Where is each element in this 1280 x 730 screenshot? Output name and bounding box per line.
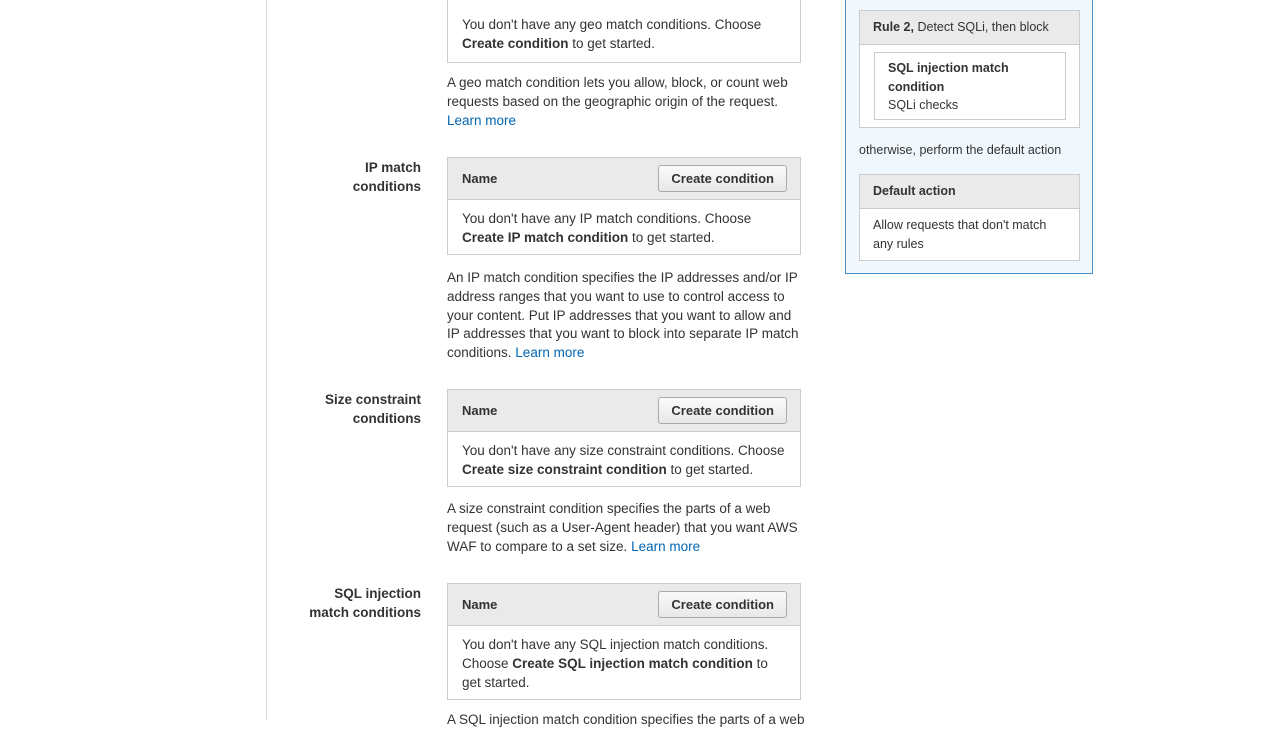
ip-learn-more-link[interactable]: Learn more bbox=[515, 345, 585, 361]
size-table-header bbox=[448, 390, 800, 432]
sqli-match-label: SQL injection match conditions bbox=[309, 586, 421, 620]
condition-type: SQL injection match condition bbox=[888, 61, 1009, 94]
sqli-description: A SQL injection match condition specifies the parts of a web bbox=[447, 712, 805, 727]
size-empty-message: You don't have any size constraint conditions. Choose Create size constraint condition to get started. bbox=[462, 443, 785, 477]
name-column-header: Name bbox=[462, 597, 498, 612]
ip-match-label: IP match conditions bbox=[352, 160, 421, 194]
geo-empty-message: You don't have any geo match conditions. Choose Create condition to get started. bbox=[462, 17, 762, 51]
geo-learn-more-link[interactable]: Learn more bbox=[447, 112, 517, 128]
name-column-header: Name bbox=[462, 403, 498, 418]
geo-description: A geo match condition lets you allow, block, or count web requests based on the geographic origin of the request. Learn more bbox=[447, 75, 788, 128]
default-action-heading: Default action bbox=[860, 175, 1079, 209]
rule-heading: Rule 2, Detect SQLi, then block bbox=[860, 11, 1079, 45]
default-action-box bbox=[859, 174, 1080, 261]
ip-conditions-table bbox=[447, 157, 801, 255]
create-size-condition-button[interactable]: Create condition bbox=[658, 397, 787, 424]
create-ip-condition-button[interactable]: Create condition bbox=[658, 165, 787, 192]
sqli-table-header bbox=[448, 584, 800, 626]
rule-summary-panel bbox=[845, 0, 1093, 274]
create-sqli-condition-button[interactable]: Create condition bbox=[658, 591, 787, 618]
sqli-conditions-table bbox=[447, 583, 801, 700]
size-conditions-table bbox=[447, 389, 801, 487]
ip-table-header bbox=[448, 158, 800, 200]
content-left-border bbox=[266, 0, 267, 720]
ip-empty-message: You don't have any IP match conditions. Choose Create IP match condition to get started. bbox=[462, 211, 752, 245]
condition-name: SQLi checks bbox=[888, 98, 959, 112]
name-column-header: Name bbox=[462, 171, 498, 186]
size-learn-more-link[interactable]: Learn more bbox=[631, 538, 701, 554]
ip-description: An IP match condition specifies the IP addresses and/or IP address ranges that you want to use to control access to your content. Put IP addresses that you want to allow and IP addresses that you want to block into separate IP match conditions. Learn more bbox=[447, 270, 799, 361]
size-description: A size constraint condition specifies the parts of a web request (such as a User-Agent header) that you want AWS WAF to compare to a set size. Learn more bbox=[447, 501, 798, 554]
rule-condition-box bbox=[874, 52, 1066, 120]
sqli-empty-message: You don't have any SQL injection match conditions. Choose Create SQL injection match condition to get started. bbox=[462, 637, 769, 690]
otherwise-text: otherwise, perform the default action bbox=[859, 143, 1062, 157]
rule-box bbox=[859, 10, 1080, 128]
geo-conditions-table bbox=[447, 0, 801, 63]
size-constraint-label: Size constraint conditions bbox=[324, 392, 421, 426]
default-action-text: Allow requests that don't match any rules bbox=[873, 218, 1047, 251]
